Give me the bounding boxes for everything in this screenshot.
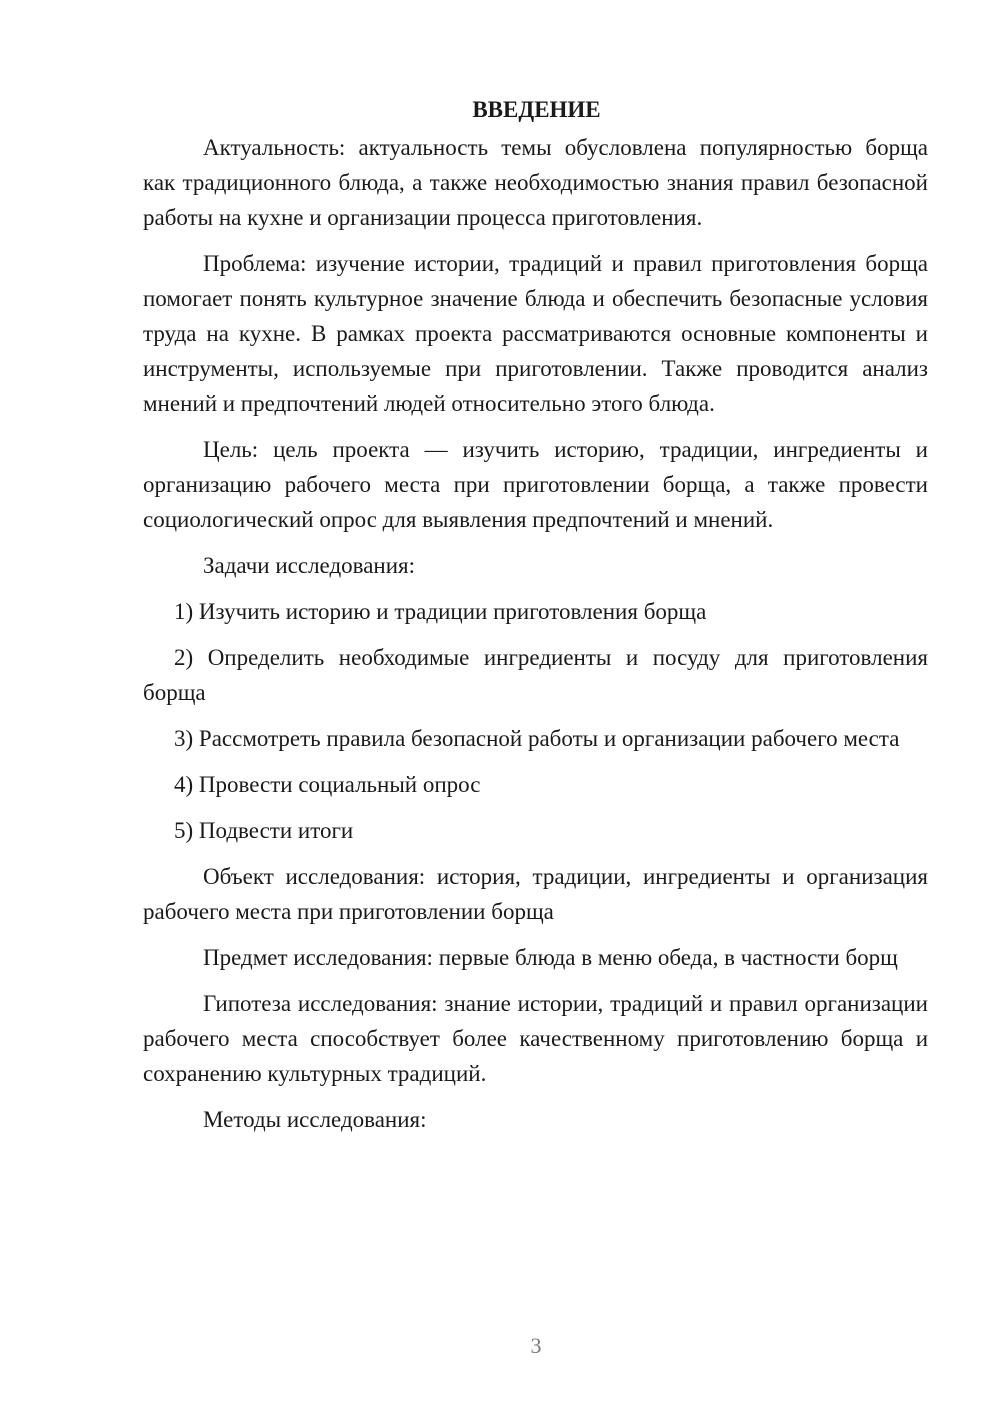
task-item: 3) Рассмотреть правила безопасной работы и организации рабочего места bbox=[174, 726, 900, 751]
task-item: 4) Провести социальный опрос bbox=[174, 772, 481, 797]
relevance-paragraph: Актуальность: актуальность темы обусловлена популярностью борща как традиционного блюда, а также необходимостью знания правил безопасной работы на кухне и организации процесса приготовления. bbox=[143, 135, 928, 230]
task-item: 2) Определить необходимые ингредиенты и посуду для приготовления борща bbox=[143, 645, 928, 705]
goal-paragraph: Цель: цель проекта — изучить историю, традиции, ингредиенты и организацию рабочего места при приготовлении борща, а также провести социологический опрос для выявления предпочтений и мнений. bbox=[143, 437, 928, 532]
subject-paragraph: Предмет исследования: первые блюда в меню обеда, в частности борщ bbox=[203, 945, 898, 970]
hypothesis-paragraph: Гипотеза исследования: знание истории, традиций и правил организации рабочего места способствует более качественному приготовлению борща и сохранению культурных традиций. bbox=[143, 991, 928, 1086]
task-item: 1) Изучить историю и традиции приготовления борща bbox=[174, 599, 707, 624]
task-item: 5) Подвести итоги bbox=[174, 818, 354, 843]
methods-heading: Методы исследования: bbox=[203, 1107, 427, 1132]
page-content bbox=[143, 92, 928, 1148]
problem-paragraph: Проблема: изучение истории, традиций и правил приготовления борща помогает понять культурное значение блюда и обеспечить безопасные условия труда на кухне. В рамках проекта рассматриваются основные компоненты и инструменты, используемые при приготовлении. Также проводится анализ мнений и предпочтений людей относительно этого блюда. bbox=[143, 251, 928, 416]
tasks-heading: Задачи исследования: bbox=[203, 553, 416, 578]
page-number: 3 bbox=[530, 1333, 542, 1358]
object-paragraph: Объект исследования: история, традиции, ингредиенты и организация рабочего места при приготовлении борща bbox=[143, 864, 928, 924]
section-title: ВВЕДЕНИЕ bbox=[472, 97, 601, 122]
